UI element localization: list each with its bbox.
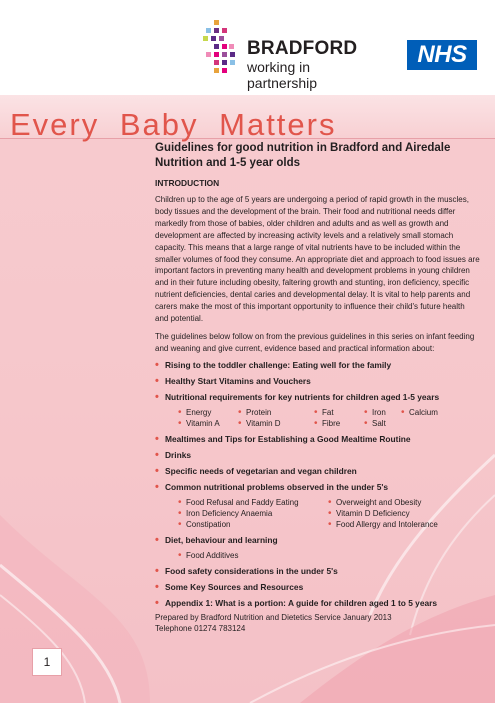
page-title: Every Baby Matters xyxy=(10,107,337,142)
list-item: • Common nutritional problems observed in the under 5's • Food Refusal and Faddy Eating • Overweight and Obesity • Iron Deficiency Anaemia • Vitamin D Deficiency • Constipation • Food Allergy and Intolerance xyxy=(155,482,480,530)
sub-list-item: • Energy xyxy=(178,407,238,418)
list-item: • Rising to the toddler challenge: Eating well for the family xyxy=(155,360,480,371)
topic-list xyxy=(155,360,480,609)
sub-list-item: • Salt xyxy=(364,418,401,429)
list-item: • Food safety considerations in the under 5's xyxy=(155,566,480,577)
page-number: 1 xyxy=(32,648,62,676)
list-item: • Mealtimes and Tips for Establishing a Good Mealtime Routine xyxy=(155,434,480,445)
sub-list-item: • Fat xyxy=(314,407,364,418)
sub-list-item: • Iron Deficiency Anaemia xyxy=(178,508,328,519)
list-item: • Specific needs of vegetarian and vegan children xyxy=(155,466,480,477)
prepared-by: Prepared by Bradford Nutrition and Dietetics Service January 2013 xyxy=(155,612,392,622)
sub-list-item: • Vitamin A xyxy=(178,418,238,429)
sub-list-item: • Overweight and Obesity xyxy=(328,497,488,508)
intro-heading: INTRODUCTION xyxy=(155,178,220,188)
telephone: Telephone 01274 783124 xyxy=(155,623,246,633)
nhs-logo: NHS xyxy=(407,40,477,70)
header-area xyxy=(0,0,495,95)
list-item: • Diet, behaviour and learning • Food Additives xyxy=(155,535,480,561)
list-item: • Healthy Start Vitamins and Vouchers xyxy=(155,376,480,387)
guidelines-paragraph: The guidelines below follow on from the previous guidelines in this series on infant feeding and weaning and give current, evidence based and practical information about: xyxy=(155,331,475,353)
sub-list-item: • Calcium xyxy=(401,407,461,418)
brand-tagline: working in partnership xyxy=(247,59,318,91)
sub-list-item: • Constipation xyxy=(178,519,328,530)
subtitle: Guidelines for good nutrition in Bradford and Airedale Nutrition and 1-5 year olds xyxy=(155,142,451,169)
sub-list-item: • Food Additives xyxy=(178,550,378,561)
brand-name: BRADFORD xyxy=(247,38,358,59)
mosaic-logo-icon xyxy=(203,20,237,76)
sub-list-item: • Food Allergy and Intolerance xyxy=(328,519,488,530)
nutrient-sublist xyxy=(178,407,480,429)
main-content xyxy=(155,141,480,634)
list-item: • Drinks xyxy=(155,450,480,461)
list-item: • Some Key Sources and Resources xyxy=(155,582,480,593)
problems-sublist xyxy=(178,497,480,530)
sub-list-item: • Iron xyxy=(364,407,401,418)
sub-list-item: • Protein xyxy=(238,407,314,418)
bradford-logo xyxy=(203,20,373,91)
list-item: • Appendix 1: What is a portion: A guide for children aged 1 to 5 years xyxy=(155,598,480,609)
sub-list-item: • Vitamin D Deficiency xyxy=(328,508,488,519)
intro-paragraph: Children up to the age of 5 years are undergoing a period of rapid growth in the muscles, body tissues and the development of the brain. Their food and nutritional needs differ markedly from those of babies, older children and adults and as well as growth and development are affected by increasing activity levels and a relatively small stomach capacity. This means that a large range of vital nutrients have to be included within the smaller volumes of food they consume. An appropriate diet and approach to food issues are important factors in preventing many health and development problems in young children and in their future including obesity, faltering growth and stunting, iron deficiency, specific nutrient deficiencies, dental caries and developmental delay. It is vital to help parents and carers make the most of this important opportunity to influence their child's future health and potential. xyxy=(155,195,480,324)
sub-list-item: • Fibre xyxy=(314,418,364,429)
page-body xyxy=(0,95,495,703)
sub-list-item: • Vitamin D xyxy=(238,418,314,429)
behaviour-sublist xyxy=(178,550,480,561)
sub-list-item: • Food Refusal and Faddy Eating xyxy=(178,497,328,508)
list-item: • Nutritional requirements for key nutrients for children aged 1-5 years • Energy • Protein • Fat • Iron • Calcium • Vitamin A • Vitamin D • Fibre • Salt xyxy=(155,392,480,429)
